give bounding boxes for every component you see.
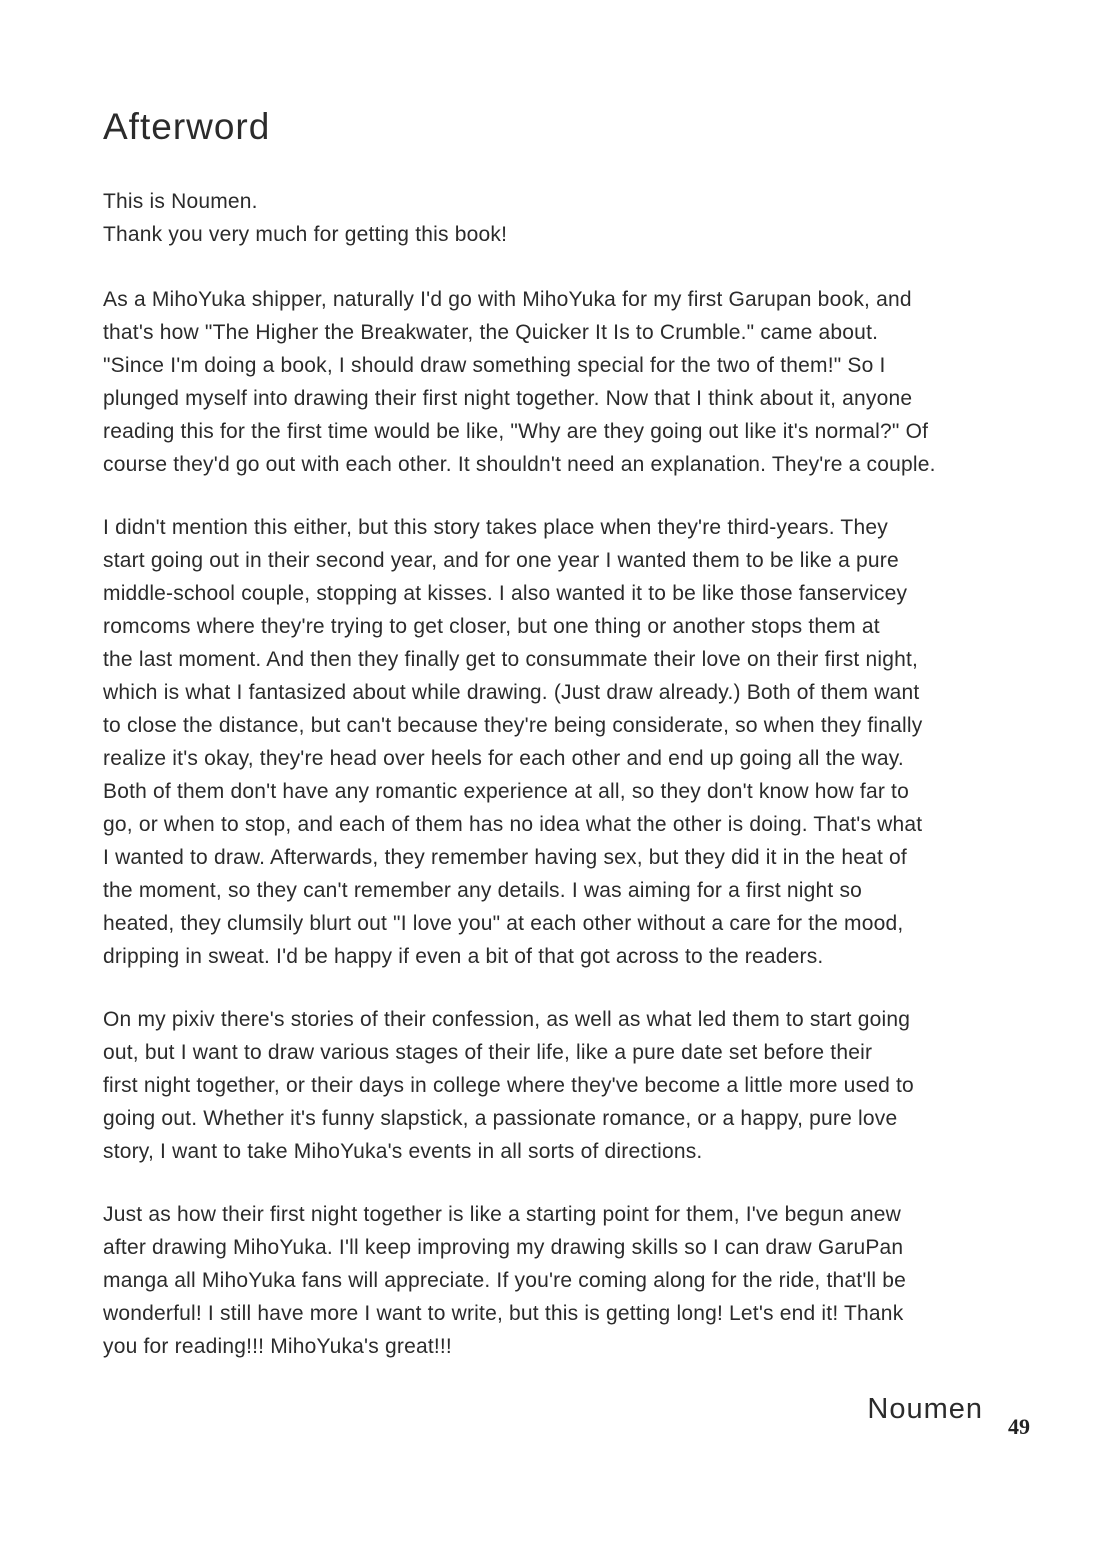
- text-line: romcoms where they're trying to get closer, but one thing or another stops them at: [103, 614, 880, 638]
- text-line: I wanted to draw. Afterwards, they remember having sex, but they did it in the heat of: [103, 845, 907, 869]
- text-line: you for reading!!! MihoYuka's great!!!: [103, 1334, 452, 1358]
- text-line: start going out in their second year, and for one year I wanted them to be like a pure: [103, 548, 899, 572]
- text-line: manga all MihoYuka fans will appreciate. If you're coming along for the ride, that'll be: [103, 1268, 907, 1292]
- intro-paragraph: [103, 185, 1028, 251]
- text-line: heated, they clumsily blurt out "I love you" at each other without a care for the mood,: [103, 911, 904, 935]
- text-line: realize it's okay, they're head over heels for each other and end up going all the way.: [103, 746, 904, 770]
- intro-line: Thank you very much for getting this book!: [103, 222, 508, 246]
- text-line: out, but I want to draw various stages of their life, like a pure date set before their: [103, 1040, 873, 1064]
- text-line: going out. Whether it's funny slapstick, a passionate romance, or a happy, pure love: [103, 1106, 898, 1130]
- body-paragraphs: [103, 283, 1028, 1363]
- text-line: go, or when to stop, and each of them has no idea what the other is doing. That's what: [103, 812, 923, 836]
- text-line: Both of them don't have any romantic experience at all, so they don't know how far to: [103, 779, 909, 803]
- text-line: first night together, or their days in college where they've become a little more used to: [103, 1073, 914, 1097]
- text-line: that's how "The Higher the Breakwater, the Quicker It Is to Crumble." came about.: [103, 320, 879, 344]
- text-line: "Since I'm doing a book, I should draw something special for the two of them!" So I: [103, 353, 886, 377]
- text-line: On my pixiv there's stories of their confession, as well as what led them to start going: [103, 1007, 911, 1031]
- paragraph: [103, 1198, 1028, 1363]
- text-line: after drawing MihoYuka. I'll keep improving my drawing skills so I can draw GaruPan: [103, 1235, 904, 1259]
- text-line: the moment, so they can't remember any details. I was aiming for a first night so: [103, 878, 863, 902]
- paragraph: [103, 511, 1028, 973]
- text-line: I didn't mention this either, but this story takes place when they're third-years. They: [103, 515, 888, 539]
- author-signature: Noumen: [867, 1392, 983, 1425]
- text-line: the last moment. And then they finally get to consummate their love on their first night,: [103, 647, 919, 671]
- paragraph: [103, 1003, 1028, 1168]
- text-line: which is what I fantasized about while drawing. (Just draw already.) Both of them want: [103, 680, 920, 704]
- text-line: story, I want to take MihoYuka's events in all sorts of directions.: [103, 1139, 703, 1163]
- text-line: As a MihoYuka shipper, naturally I'd go with MihoYuka for my first Garupan book, and: [103, 287, 912, 311]
- text-line: Just as how their first night together is like a starting point for them, I've begun anew: [103, 1202, 902, 1226]
- text-line: course they'd go out with each other. It shouldn't need an explanation. They're a couple.: [103, 452, 936, 476]
- text-line: plunged myself into drawing their first night together. Now that I think about it, anyone: [103, 386, 913, 410]
- page-title: Afterword: [103, 106, 271, 147]
- text-line: dripping in sweat. I'd be happy if even a bit of that got across to the readers.: [103, 944, 824, 968]
- text-line: reading this for the first time would be like, "Why are they going out like it's normal?" Of: [103, 419, 929, 443]
- text-line: wonderful! I still have more I want to write, but this is getting long! Let's end it! Thank: [103, 1301, 904, 1325]
- text-line: middle-school couple, stopping at kisses. I also wanted it to be like those fanservicey: [103, 581, 908, 605]
- text-line: to close the distance, but can't because they're being considerate, so when they finally: [103, 713, 923, 737]
- intro-line: This is Noumen.: [103, 189, 258, 213]
- page-content: [103, 106, 1028, 1426]
- paragraph: [103, 283, 1028, 481]
- page-number: 49: [1008, 1414, 1030, 1439]
